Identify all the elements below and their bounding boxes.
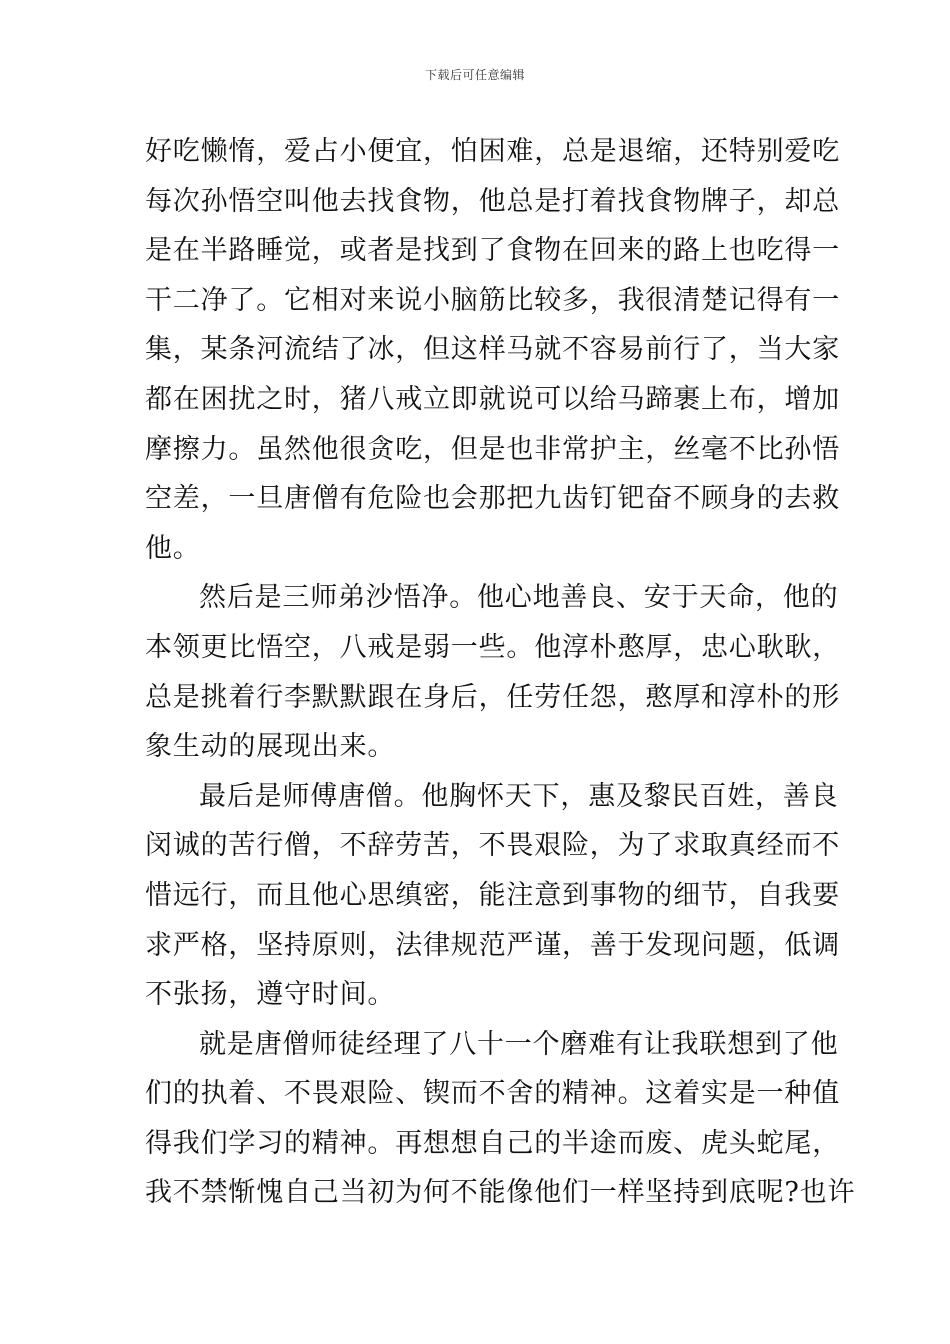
text-line: 求严格，坚持原则，法律规范严谨，善于发现问题，低调 bbox=[145, 929, 840, 961]
paragraph-1 bbox=[145, 127, 840, 573]
text-line: 是在半路睡觉，或者是找到了食物在回来的路上也吃得一 bbox=[145, 235, 840, 267]
text-line: 我不禁惭愧自己当初为何不能像他们一样坚持到底呢?也许 bbox=[145, 1177, 856, 1209]
text-line: 们的执着、不畏艰险、锲而不舍的精神。这着实是一种值 bbox=[145, 1078, 840, 1110]
text-line: 最后是师傅唐僧。他胸怀天下，惠及黎民百姓，善良 bbox=[199, 780, 839, 812]
text-line: 就是唐僧师徒经理了八十一个磨难有让我联想到了他 bbox=[199, 1028, 839, 1060]
page-header-note: 下载后可任意编辑 bbox=[424, 68, 525, 82]
text-line: 本领更比悟空，八戒是弱一些。他淳朴憨厚，忠心耿耿， bbox=[145, 631, 840, 663]
text-line: 好吃懒惰，爱占小便宜，怕困难，总是退缩，还特别爱吃 bbox=[145, 136, 840, 167]
paragraph-4 bbox=[145, 1020, 856, 1218]
text-line: 每次孙悟空叫他去找食物，他总是打着找食物牌子，却总 bbox=[145, 185, 840, 217]
text-line: 干二净了。它相对来说小脑筋比较多，我很清楚记得有一 bbox=[145, 284, 840, 316]
paragraph-3 bbox=[145, 772, 840, 1020]
text-line: 象生动的展现出来。 bbox=[145, 731, 396, 763]
text-line: 总是挑着行李默默跟在身后，任劳任怨，憨厚和淳朴的形 bbox=[145, 681, 840, 713]
text-line: 惜远行，而且他心思缜密，能注意到事物的细节，自我要 bbox=[145, 879, 840, 911]
text-line: 不张扬，遵守时间。 bbox=[145, 979, 396, 1011]
text-line: 然后是三师弟沙悟净。他心地善良、安于天命，他的 bbox=[199, 582, 839, 614]
text-line: 空差，一旦唐僧有危险也会那把九齿钉钯奋不顾身的去救 bbox=[145, 483, 840, 515]
paragraph-2 bbox=[145, 573, 840, 771]
text-line: 闵诚的苦行僧，不辞劳苦，不畏艰险，为了求取真经而不 bbox=[145, 830, 840, 862]
text-line: 得我们学习的精神。再想想自己的半途而废、虎头蛇尾， bbox=[145, 1127, 840, 1159]
text-line: 集，某条河流结了冰，但这样马就不容易前行了，当大家 bbox=[145, 334, 840, 366]
text-line: 他。 bbox=[145, 532, 201, 564]
text-line: 都在困扰之时，猪八戒立即就说可以给马蹄裹上布，增加 bbox=[145, 383, 840, 415]
document-body bbox=[145, 127, 856, 1218]
text-line: 摩擦力。虽然他很贪吃，但是也非常护主，丝毫不比孙悟 bbox=[145, 433, 840, 465]
